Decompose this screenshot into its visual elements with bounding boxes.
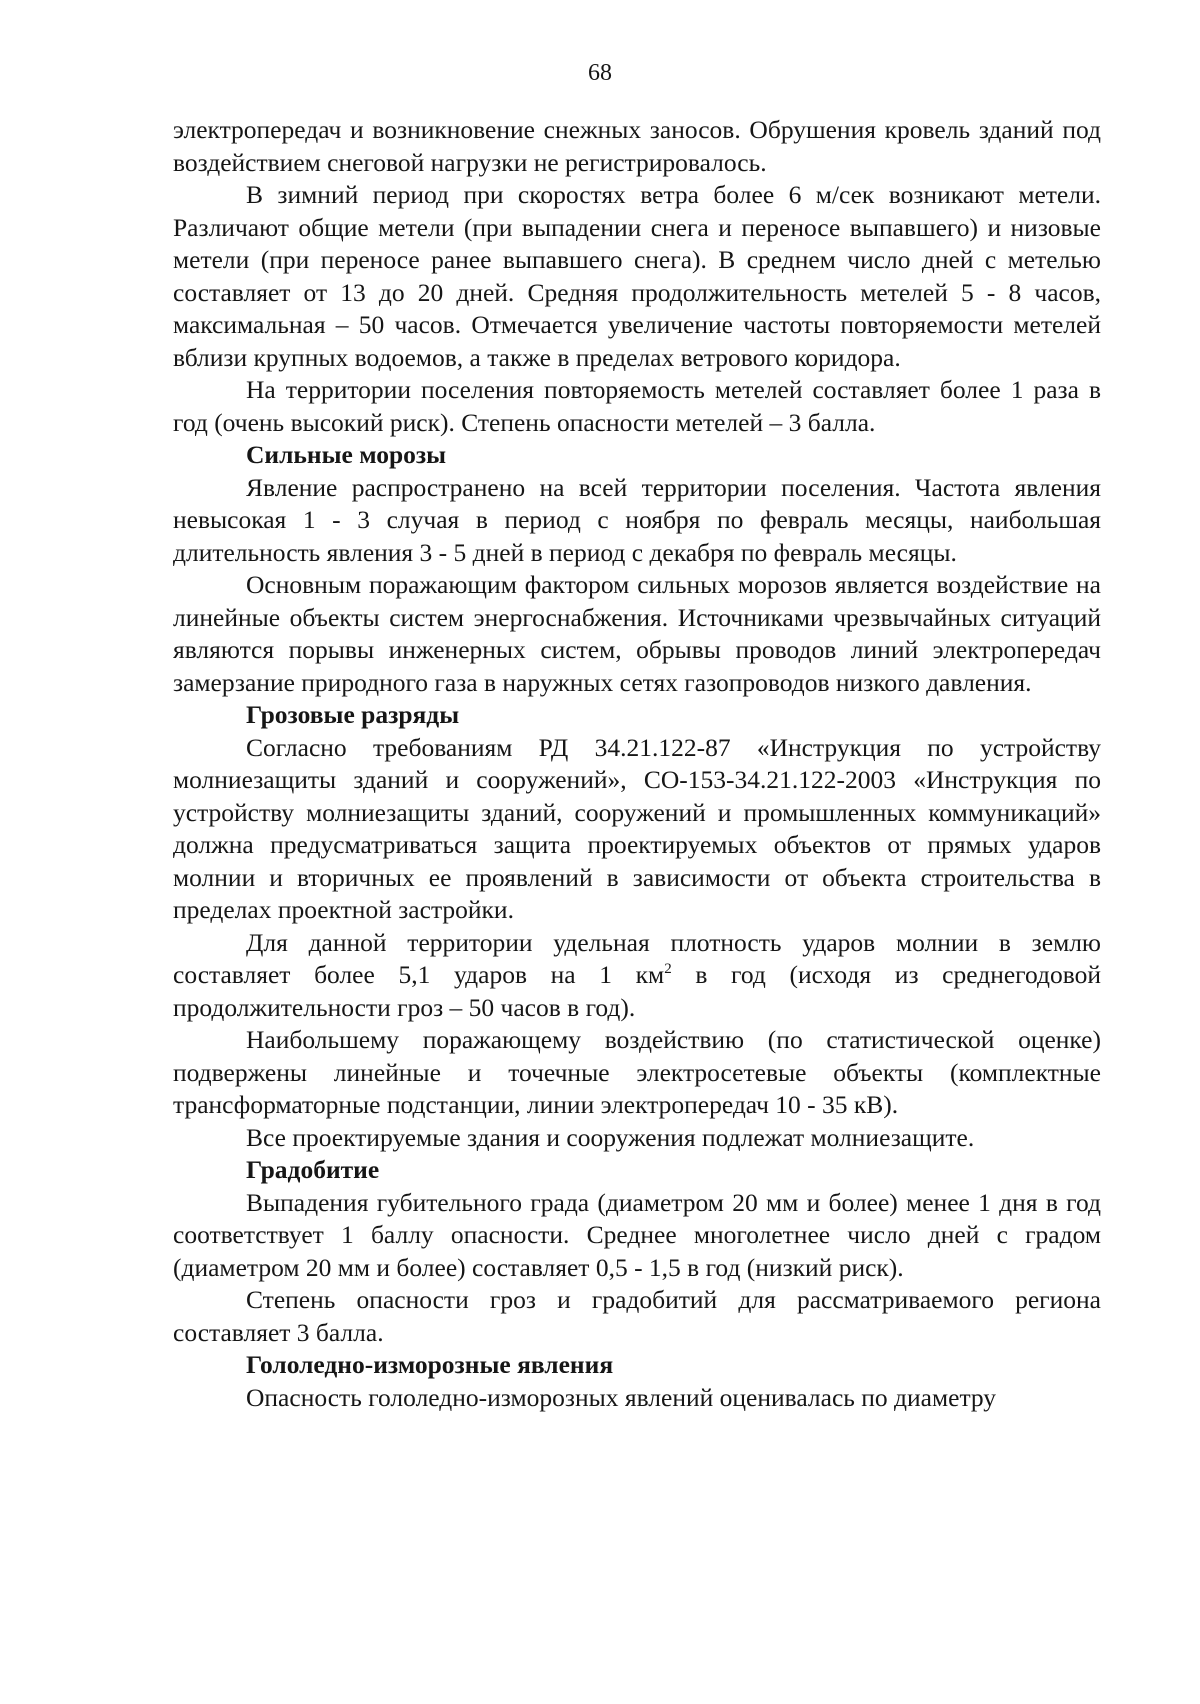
heading-ice-frost: Гололедно-изморозные явления [246, 1350, 614, 1379]
paragraph-lightning-requirements: Согласно требованиям РД 34.21.122-87 «Инструкция по устройству молниезащиты зданий и сооружений», СО-153-34.21.122-2003 «Инструкция по устройству молниезащиты зданий, сооружений и промышленных коммуникаций» должна предусматриваться защита проектируемых объектов от прямых ударов молнии и вторичных ее проявлений в зависимости от объекта строительства в пределах проектной застройки. [173, 732, 1101, 924]
paragraph-frost-occurrence: Явление распространено на всей территории поселения. Частота явления невысокая 1 - 3 случая в период с ноября по февраль месяцы, наибольшая длительность явления 3 - 5 дней в период с декабря по февраль месяцы. [173, 472, 1101, 567]
paragraph-lightning-density [173, 927, 1101, 1025]
paragraph-continuation: электропередач и возникновение снежных заносов. Обрушения кровель зданий под воздействием снеговой нагрузки не регистрировалось. [173, 115, 1101, 177]
paragraph-blizzards: В зимний период при скоростях ветра более 6 м/сек возникают метели. Различают общие метели (при выпадении снега и переносе выпавшего) и низовые метели (при переносе ранее выпавшего снега). В среднем число дней с метелью составляет от 13 до 20 дней. Средняя продолжительность метелей 5 - 8 часов, максимальная – 50 часов. Отмечается увеличение частоты повторяемости метелей вблизи крупных водоемов, а также в пределах ветрового коридора. [173, 180, 1101, 372]
page-body [173, 114, 1101, 1414]
heading-thunderstorms: Грозовые разряды [246, 700, 460, 729]
page-number: 68 [588, 60, 612, 86]
paragraph-hazard-degree: Степень опасности гроз и градобитий для рассматриваемого региона составляет 3 балла. [173, 1285, 1101, 1347]
heading-severe-frost: Сильные морозы [246, 440, 447, 469]
paragraph-lightning-impact: Наибольшему поражающему воздействию (по статистической оценке) подвержены линейные и точечные электросетевые объекты (комплектные трансформаторные подстанции, линии электропередач 10 - 35 кВ). [173, 1025, 1101, 1119]
superscript-squared: 2 [664, 961, 672, 977]
lightning-density-text: Для данной территории удельная плотность ударов молнии в землю составляет более 5,1 ударов на 1 км [173, 927, 1101, 989]
paragraph-lightning-protection: Все проектируемые здания и сооружения подлежат молниезащите. [246, 1122, 975, 1152]
paragraph-frost-damage: Основным поражающим фактором сильных морозов является воздействие на линейные объекты систем энергоснабжения. Источниками чрезвычайных ситуаций являются порывы инженерных систем, обрывы проводов линий электропередач замерзание природного газа в наружных сетях газопроводов низкого давления. [173, 570, 1101, 697]
lightning-density-text-end: в год (исходя из среднегодовой продолжительности гроз – 50 часов в год). [173, 960, 1101, 1022]
paragraph-blizzard-risk: На территории поселения повторяемость метелей составляет более 1 раза в год (очень высокий риск). Степень опасности метелей – 3 балла. [173, 375, 1101, 437]
paragraph-ice-assessment: Опасность гололедно-изморозных явлений оценивалась по диаметру [246, 1382, 997, 1412]
heading-hail: Градобитие [246, 1155, 380, 1184]
paragraph-hail-frequency: Выпадения губительного града (диаметром 20 мм и более) менее 1 дня в год соответствует 1 баллу опасности. Среднее многолетнее число дней с градом (диаметром 20 мм и более) составляет 0,5 - 1,5 в год (низкий риск). [173, 1187, 1101, 1282]
